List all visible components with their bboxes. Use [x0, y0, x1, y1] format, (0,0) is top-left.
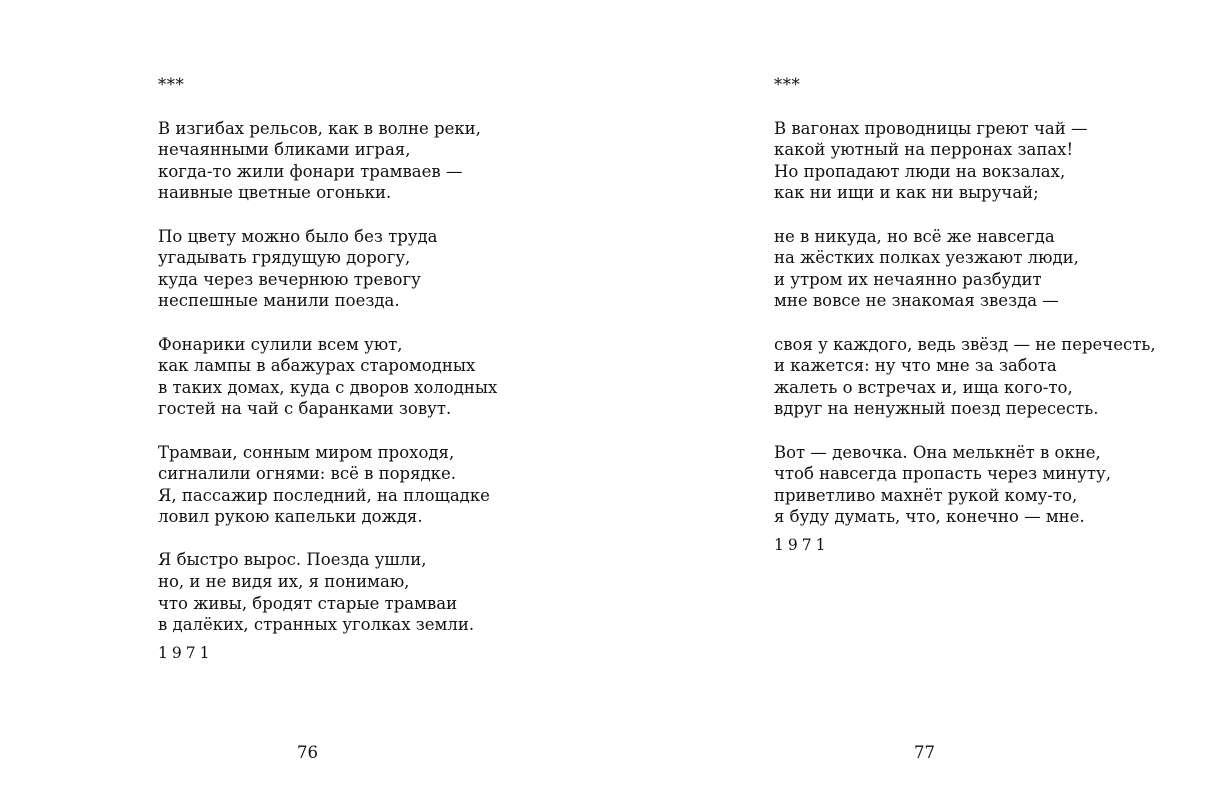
poem-line: Я, пассажир последний, на площадке — [158, 485, 490, 505]
stanza-4 — [774, 442, 1156, 528]
stanza-2 — [158, 226, 497, 312]
stanza-3 — [774, 334, 1156, 420]
poem-line: не в никуда, но всё же навсегда — [774, 226, 1055, 246]
page-number: 77 — [914, 743, 935, 762]
poem-line: мне вовсе не знакомая звезда — — [774, 291, 1059, 311]
poem-line: в далёких, странных уголках земли. — [158, 615, 475, 635]
poem-line: В вагонах проводницы греют чай — — [774, 118, 1088, 138]
poem-line: на жёстких полках уезжают люди, — [774, 248, 1079, 268]
poem-line: ловил рукою капельки дождя. — [158, 507, 423, 527]
poem-line: я буду думать, что, конечно — мне. — [774, 507, 1085, 527]
poem-line: и утром их нечаянно разбудит — [774, 269, 1042, 289]
poem-line: жалеть о встречах и, ища кого-то, — [774, 377, 1073, 397]
poem-line: сигналили огнями: всё в порядке. — [158, 464, 456, 484]
stanza-4 — [158, 442, 497, 528]
poem-line: угадывать грядущую дорогу, — [158, 248, 411, 268]
poem-line: Трамваи, сонным миром проходя, — [158, 442, 455, 462]
poem-line: как ни ищи и как ни выручай; — [774, 183, 1039, 203]
poem-line: куда через вечернюю тревогу — [158, 269, 421, 289]
poem-line: гостей на чай с баранками зовут. — [158, 399, 452, 419]
stanza-3 — [158, 334, 497, 420]
stanza-2 — [774, 226, 1156, 312]
poem-line: но, и не видя их, я понимаю, — [158, 572, 410, 592]
right-page — [615, 0, 1230, 800]
poem-line: Фонарики сулили всем уют, — [158, 334, 403, 354]
poem-line: чтоб навсегда пропасть через минуту, — [774, 464, 1111, 484]
poem-line: в таких домах, куда с дворов холодных — [158, 377, 498, 397]
poem-line: наивные цветные огоньки. — [158, 183, 392, 203]
poem-line: вдруг на ненужный поезд пересесть. — [774, 399, 1099, 419]
poem-line: и кажется: ну что мне за забота — [774, 356, 1057, 376]
stanza-1 — [774, 118, 1156, 204]
poem-year: 1971 — [158, 644, 214, 663]
poem-line: какой уютный на перронах запах! — [774, 140, 1074, 160]
page-number: 76 — [297, 743, 318, 762]
poem-line: нечаянными бликами играя, — [158, 140, 411, 160]
poem-line: Но пропадают люди на вокзалах, — [774, 161, 1066, 181]
stanza-1 — [158, 118, 497, 204]
poem-line: своя у каждого, ведь звёзд — не перечесть, — [774, 334, 1156, 354]
right-poem — [774, 74, 1156, 557]
poem-line: как лампы в абажурах старомодных — [158, 356, 476, 376]
poem-year: 1971 — [774, 536, 830, 555]
poem-line: Я быстро вырос. Поезда ушли, — [158, 550, 427, 570]
poem-separator: *** — [158, 75, 185, 94]
poem-line: что живы, бродят старые трамваи — [158, 593, 458, 613]
poem-line: приветливо махнёт рукой кому-то, — [774, 485, 1078, 505]
poem-line: В изгибах рельсов, как в волне реки, — [158, 118, 481, 138]
poem-separator: *** — [774, 75, 801, 94]
poem-line: неспешные манили поезда. — [158, 291, 400, 311]
stanza-5 — [158, 549, 497, 635]
left-poem — [158, 74, 497, 665]
poem-line: когда-то жили фонари трамваев — — [158, 161, 463, 181]
poem-line: Вот — девочка. Она мелькнёт в окне, — [774, 442, 1101, 462]
poem-line: По цвету можно было без труда — [158, 226, 438, 246]
